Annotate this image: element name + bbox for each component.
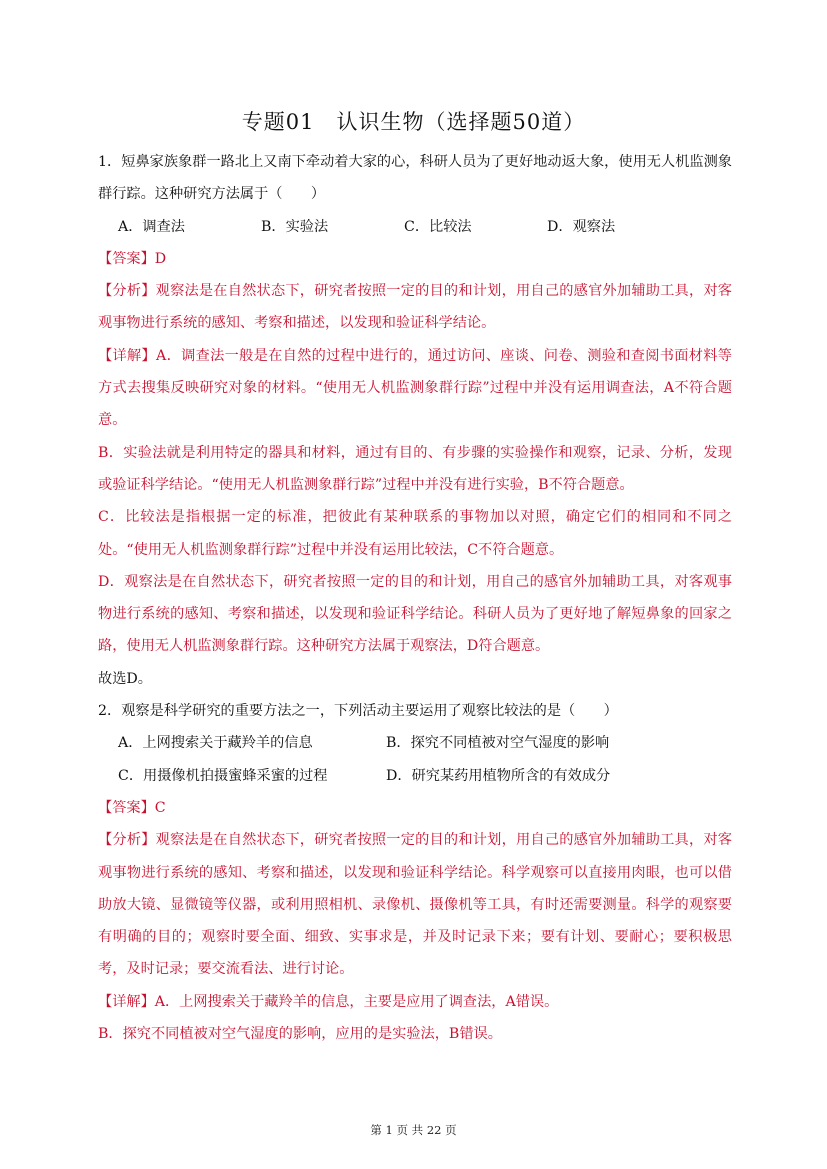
page-footer: 第 1 页 共 22 页	[370, 1123, 457, 1137]
page-title: 专题01 认识生物（选择题50道）	[241, 110, 586, 134]
question-1-answer: 【答案】D	[98, 250, 167, 267]
question-2-detail-a: 【详解】A．上网搜索关于藏羚羊的信息，主要是应用了调查法，A错误。	[98, 993, 559, 1010]
question-1-option-b: B．实验法	[261, 218, 329, 235]
question-2-analysis: 【分析】观察法是在自然状态下，研究者按照一定的目的和计划，用自己的感官外加辅助工具，对客观事物进行系统的感知、考察和描述，以发现和验证科学结论。科学观察可以直接用肉眼，也可以借助放大镜、显微镜等仪器，或利用照相机、录像机、摄像机等工具，有时还需要测量。科学的观察要有明确的目的；观察时要全面、细致、实事求是，并及时记录下来；要有计划、要耐心；要积极思考，及时记录；要交流看法、进行讨论。	[98, 832, 732, 978]
question-1-detail-b: B．实验法就是利用特定的器具和材料，通过有目的、有步骤的实验操作和观察，记录、分析，发现或验证科学结论。“使用无人机监测象群行踪”过程中并没有进行实验，B不符合题意。	[98, 444, 732, 493]
question-2-detail-b: B．探究不同植被对空气湿度的影响，应用的是实验法，B错误。	[98, 1026, 502, 1043]
question-2-options-row-2	[98, 760, 732, 792]
question-2-options-row-1	[98, 727, 732, 759]
question-1-detail-c: C．比较法是指根据一定的标准，把彼此有某种联系的事物加以对照，确定它们的相同和不同之处。“使用无人机监测象群行踪”过程中并没有运用比较法，C不符合题意。	[98, 509, 732, 558]
question-1-detail-a: 【详解】A．调查法一般是在自然的过程中进行的，通过访问、座谈、问卷、测验和查阅书面材料等方式去搜集反映研究对象的材料。“使用无人机监测象群行踪”过程中并没有运用调查法，A不符合题意。	[98, 347, 732, 429]
question-1-conclusion: 故选D。	[98, 670, 152, 687]
question-1-detail-d: D．观察法是在自然状态下，研究者按照一定的目的和计划，用自己的感官外加辅助工具，对客观事物进行系统的感知、考察和描述，以发现和验证科学结论。科研人员为了更好地了解短鼻象的回家之路，使用无人机监测象群行踪。这种研究方法属于观察法，D符合题意。	[98, 573, 732, 655]
question-1-option-a: A．调查法	[118, 218, 185, 235]
question-content	[98, 146, 732, 1050]
question-1-options	[98, 211, 732, 243]
question-1-stem: 1．短鼻家族象群一路北上又南下牵动着大家的心，科研人员为了更好地动返大象，使用无人机监测象群行踪。这种研究方法属于（ ）	[98, 154, 732, 203]
question-1-analysis: 【分析】观察法是在自然状态下，研究者按照一定的目的和计划，用自己的感官外加辅助工具，对客观事物进行系统的感知、考察和描述，以发现和验证科学结论。	[98, 283, 732, 332]
question-2-option-d: D．研究某药用植物所含的有效成分	[386, 767, 611, 784]
question-2-answer: 【答案】C	[98, 799, 166, 816]
question-2-option-b: B．探究不同植被对空气湿度的影响	[386, 735, 610, 752]
question-2-option-c: C．用摄像机拍摄蜜蜂采蜜的过程	[118, 767, 328, 784]
question-1-option-d: D．观察法	[547, 218, 616, 235]
question-2-option-a: A．上网搜索关于藏羚羊的信息	[118, 735, 313, 752]
question-2-stem: 2．观察是科学研究的重要方法之一，下列活动主要运用了观察比较法的是（ ）	[98, 703, 618, 720]
question-1-option-c: C．比较法	[404, 218, 472, 235]
